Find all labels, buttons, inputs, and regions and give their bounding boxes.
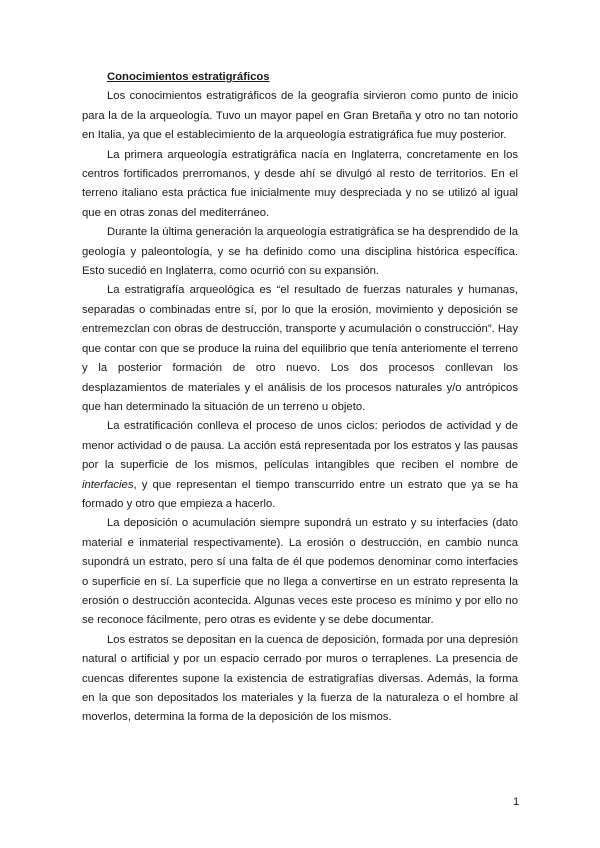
paragraph-origins: La primera arqueología estratigráfica nacía en Inglaterra, concretamente en los centros fortificados prerromanos, y desde ahí se divulgó al resto de territorios. En el terreno italiano esta práctica fue inicialmente muy despreciada y no se utilizó al igual que en otras zonas del mediterráneo. — [82, 148, 518, 219]
section-heading: Conocimientos estratigráficos — [107, 71, 270, 83]
document-page — [82, 68, 518, 728]
stratification-text-start: La estratificación conlleva el proceso de unos ciclos: periodos de actividad y de menor actividad o de pausa. La acción está representada por los estratos y las pausas por la superficie de los mismos, películas intangibles que reciben el nombre de — [82, 420, 518, 472]
paragraph-definition: La estratigrafía arqueológica es “el resultado de fuerzas naturales y humanas, separadas o combinadas entre sí, por lo que la erosión, movimiento y deposición se entremezclan con obras de destrucción, transporte y acumulación o construcción”. Hay que contar con que se produce la ruina del equilibrio que tenía anteriomente el terreno y la posterior formación de otro nuevo. Los dos procesos conllevan los desplazamientos de materiales y el análisis de los procesos naturales y/o antrópicos que han determinado la situación de un terreno u objeto. — [82, 284, 518, 413]
paragraph-stratification — [82, 417, 518, 514]
paragraph-intro: Los conocimientos estratigráficos de la geografía sirvieron como punto de inicio para la de la arqueología. Tuvo un mayor papel en Gran Bretaña y otro no tan notorio en Italia, ya que el establecimiento de la arqueología estratigráfica fue muy posterior. — [82, 90, 518, 142]
paragraph-discipline: Durante la última generación la arqueología estratigráfica se ha desprendido de la geología y paleontología, y se ha definido como una disciplina histórica específica. Esto sucedió en Inglaterra, como ocurrió con su expansión. — [82, 226, 518, 278]
paragraph-basins: Los estratos se depositan en la cuenca de deposición, formada por una depresión natural o artificial y por un espacio cerrado por muros o terraplenes. La presencia de cuencas diferentes supone la existencia de estratigrafías diversas. Además, la forma en la que son depositados los materiales y la fuerza de la naturaleza o el hombre al moverlos, determina la forma de la deposición de los mismos. — [82, 633, 518, 724]
page-number: 1 — [513, 796, 520, 808]
stratification-text-end: , y que representan el tiempo transcurrido entre un estrato que ya se ha formado y otro que empieza a hacerlo. — [82, 478, 518, 510]
paragraph-deposition: La deposición o acumulación siempre supondrá un estrato y su interfacies (dato material e inmaterial respectivamente). La erosión o destrucción, en cambio nunca supondrá un estrato, pero sí una falta de él que podemos denominar como interfacies o superficie en sí. La superficie que no llega a convertirse en un estrato representa la erosión o destrucción acontecida. Algunas veces este proceso es mínimo y por ello no se reconoce fácilmente, pero otras es evidente y se debe documentar. — [82, 517, 518, 627]
interfacies-term: interfacies — [82, 478, 134, 491]
